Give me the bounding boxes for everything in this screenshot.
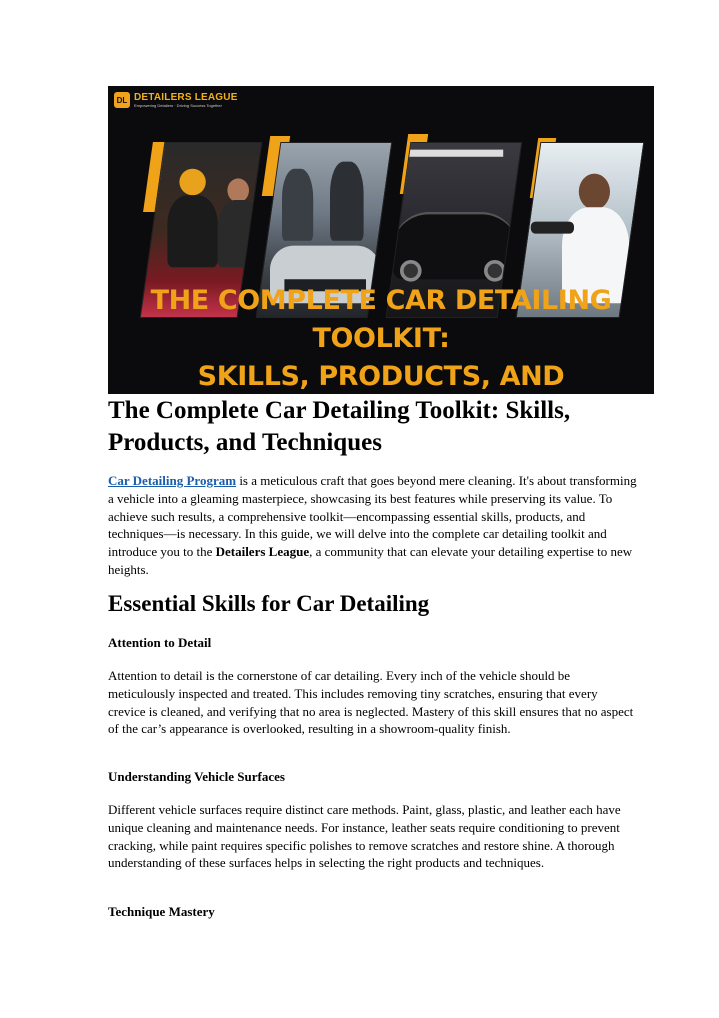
hero-banner-image bbox=[108, 86, 654, 394]
car-detailing-program-link[interactable]: Car Detailing Program bbox=[108, 473, 237, 488]
logo-mark-icon: DL bbox=[114, 92, 130, 108]
detailers-league-logo bbox=[114, 92, 238, 108]
intro-text-part-2: , a community that can elevate your detailing expertise to new heights. bbox=[108, 544, 633, 577]
banner-title bbox=[108, 282, 654, 394]
article-title: The Complete Car Detailing Toolkit: Skills, Products, and Techniques bbox=[108, 397, 571, 456]
subheading-technique-mastery: Technique Mastery bbox=[108, 904, 215, 919]
section-heading: Essential Skills for Car Detailing bbox=[108, 591, 430, 616]
attention-to-detail-paragraph: Attention to detail is the cornerstone of car detailing. Every inch of the vehicle should be meticulously inspected and treated. This includes removing tiny scratches, ensuring that every crevice is cleaned, and verifying that no area is neglected. Mastery of this skill ensures that no aspect of the car’s appearance is overlooked, resulting in a showroom-quality finish. bbox=[108, 668, 634, 737]
subheading-attention-to-detail: Attention to Detail bbox=[108, 635, 212, 650]
banner-title-line-2: SKILLS, PRODUCTS, AND bbox=[197, 361, 565, 392]
subheading-understanding-vehicle-surfaces: Understanding Vehicle Surfaces bbox=[108, 769, 285, 784]
logo-tagline: Empowering Detailers · Driving Success Together bbox=[134, 103, 222, 108]
banner-title-line-1: THE COMPLETE CAR DETAILING TOOLKIT: bbox=[150, 285, 612, 354]
intro-text-part-1: is a meticulous craft that goes beyond mere cleaning. It's about transforming a vehicle into a gleaming masterpiece, showcasing its best features while preserving its value. To achieve such results, a comprehensive toolkit—encompassing essential skills, products, and techniques—is necessary. In this guide, we will delve into the complete car detailing toolkit and introduce you to the bbox=[108, 473, 637, 560]
detailers-league-bold: Detailers League bbox=[215, 544, 310, 560]
intro-paragraph bbox=[108, 472, 638, 579]
logo-name: DETAILERS LEAGUE bbox=[134, 92, 238, 103]
vehicle-surfaces-paragraph: Different vehicle surfaces require distinct care methods. Paint, glass, plastic, and leather each have unique cleaning and maintenance needs. For instance, leather seats require conditioning to prevent cracking, while paint requires specific polishes to remove scratches and restore shine. A thorough understanding of these surfaces helps in selecting the right products and techniques. bbox=[108, 802, 621, 871]
